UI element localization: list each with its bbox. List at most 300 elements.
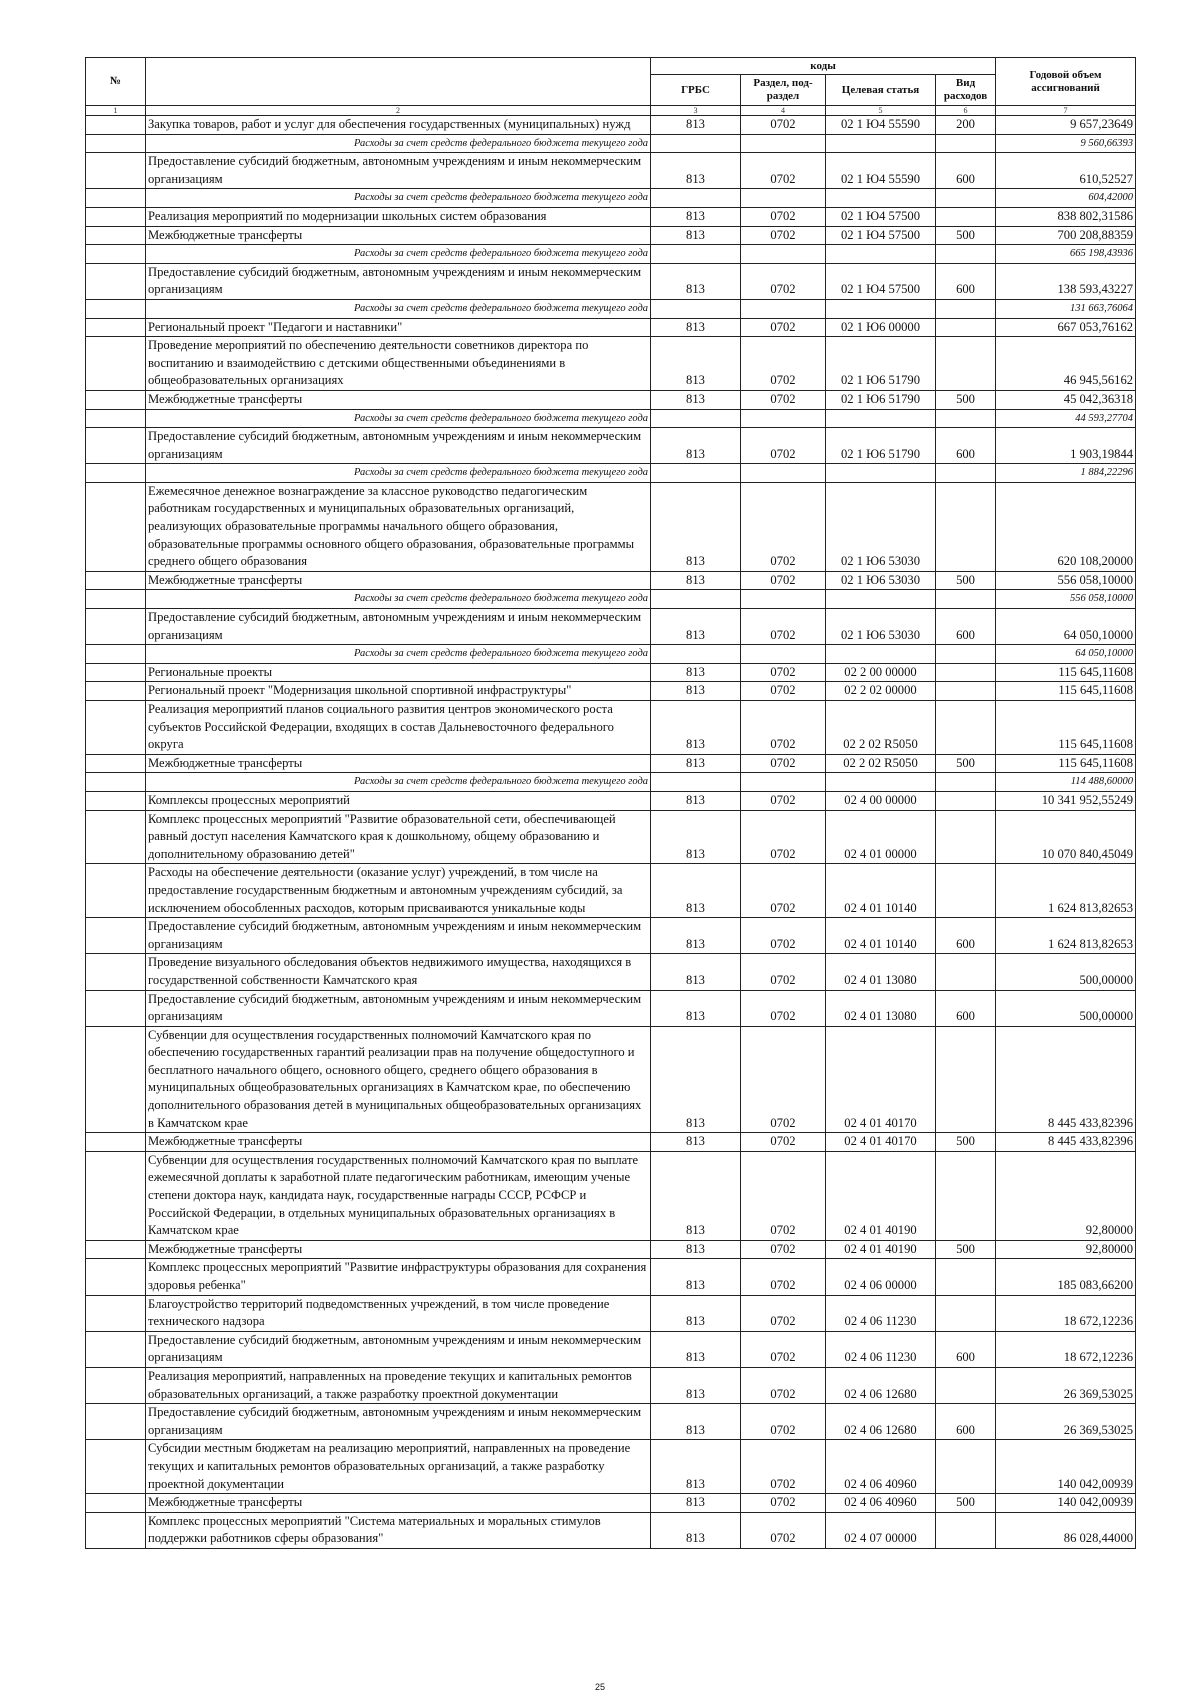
table-row xyxy=(86,390,1136,409)
expense-type-code xyxy=(936,1259,996,1295)
grbs-code: 813 xyxy=(651,207,741,226)
item-name: Проведение мероприятий по обеспечению деятельности советников директора по воспитанию и взаимодействию с детскими общественными объединениями в общеобразовательных организациях xyxy=(146,337,651,391)
grbs-code xyxy=(651,773,741,792)
target-article-code: 02 4 01 13080 xyxy=(826,990,936,1026)
federal-budget-row xyxy=(86,464,1136,483)
annual-amount: 700 208,88359 xyxy=(996,226,1136,245)
target-article-code xyxy=(826,189,936,208)
grbs-code: 813 xyxy=(651,1367,741,1403)
expense-type-code: 600 xyxy=(936,153,996,189)
table-row xyxy=(86,1295,1136,1331)
table-row xyxy=(86,1512,1136,1548)
item-name: Расходы за счет средств федерального бюджета текущего года xyxy=(146,773,651,792)
expense-type-code xyxy=(936,1026,996,1133)
section-code xyxy=(741,773,826,792)
row-number-cell xyxy=(86,1367,146,1403)
item-name: Закупка товаров, работ и услуг для обеспечения государственных (муниципальных) нужд xyxy=(146,116,651,135)
item-name: Субвенции для осуществления государственных полномочий Камчатского края по обеспечению государственных гарантий реализации прав на получение общедоступного и бесплатного начального общего, основного общего, среднего общего образования в муниципальных общеобразовательных организациях в Камчатском крае, по обеспечению дополнительного образования детей в муниципальных общеобразовательных организациях в Камчатском крае xyxy=(146,1026,651,1133)
table-row xyxy=(86,954,1136,990)
annual-amount: 64 050,10000 xyxy=(996,645,1136,664)
section-code xyxy=(741,299,826,318)
annual-amount: 1 884,22296 xyxy=(996,464,1136,483)
annual-amount: 9 657,23649 xyxy=(996,116,1136,135)
row-number-cell xyxy=(86,263,146,299)
row-number-cell xyxy=(86,153,146,189)
target-article-code: 02 1 Ю4 55590 xyxy=(826,153,936,189)
row-number-cell xyxy=(86,116,146,135)
target-article-code: 02 4 06 12680 xyxy=(826,1404,936,1440)
grbs-code: 813 xyxy=(651,1240,741,1259)
section-code: 0702 xyxy=(741,482,826,571)
expense-type-code xyxy=(936,1512,996,1548)
table-row xyxy=(86,1367,1136,1403)
item-name: Межбюджетные трансферты xyxy=(146,1133,651,1152)
table-row xyxy=(86,682,1136,701)
target-article-code: 02 4 01 40170 xyxy=(826,1026,936,1133)
item-name: Комплекс процессных мероприятий "Система материальных и моральных стимулов поддержки работников сферы образования" xyxy=(146,1512,651,1548)
row-number-cell xyxy=(86,682,146,701)
annual-amount: 8 445 433,82396 xyxy=(996,1026,1136,1133)
section-code: 0702 xyxy=(741,663,826,682)
annual-amount: 114 488,60000 xyxy=(996,773,1136,792)
section-code xyxy=(741,409,826,428)
annual-amount: 1 903,19844 xyxy=(996,428,1136,464)
grbs-code: 813 xyxy=(651,954,741,990)
target-article-code: 02 4 01 00000 xyxy=(826,810,936,864)
section-code: 0702 xyxy=(741,153,826,189)
annual-amount: 115 645,11608 xyxy=(996,682,1136,701)
row-number-cell xyxy=(86,918,146,954)
table-row xyxy=(86,337,1136,391)
expense-type-code xyxy=(936,318,996,337)
target-article-code: 02 2 00 00000 xyxy=(826,663,936,682)
expense-type-code xyxy=(936,1367,996,1403)
table-row xyxy=(86,318,1136,337)
item-name: Комплекс процессных мероприятий "Развитие образовательной сети, обеспечивающей равный доступ населения Камчатского края к дошкольному, общему образованию и дополнительному образованию детей" xyxy=(146,810,651,864)
table-row xyxy=(86,1259,1136,1295)
target-article-code: 02 1 Ю6 51790 xyxy=(826,428,936,464)
annual-amount: 500,00000 xyxy=(996,954,1136,990)
expense-type-code xyxy=(936,134,996,153)
row-number-cell xyxy=(86,1240,146,1259)
expense-type-code xyxy=(936,1440,996,1494)
row-number-cell xyxy=(86,337,146,391)
target-article-code: 02 1 Ю6 00000 xyxy=(826,318,936,337)
expense-type-code: 500 xyxy=(936,226,996,245)
annual-amount: 556 058,10000 xyxy=(996,571,1136,590)
item-name: Региональные проекты xyxy=(146,663,651,682)
header-codes: коды xyxy=(651,58,996,75)
item-name: Межбюджетные трансферты xyxy=(146,571,651,590)
target-article-code: 02 4 01 40190 xyxy=(826,1240,936,1259)
table-row xyxy=(86,918,1136,954)
grbs-code: 813 xyxy=(651,1295,741,1331)
annual-amount: 667 053,76162 xyxy=(996,318,1136,337)
section-code: 0702 xyxy=(741,1295,826,1331)
item-name: Предоставление субсидий бюджетным, автономным учреждениям и иным некоммерческим организациям xyxy=(146,153,651,189)
grbs-code xyxy=(651,189,741,208)
federal-budget-row xyxy=(86,409,1136,428)
annual-amount: 92,80000 xyxy=(996,1240,1136,1259)
target-article-code: 02 4 06 40960 xyxy=(826,1440,936,1494)
target-article-code: 02 1 Ю4 57500 xyxy=(826,263,936,299)
section-code xyxy=(741,189,826,208)
column-number-row xyxy=(86,106,1136,116)
row-number-cell xyxy=(86,390,146,409)
annual-amount: 556 058,10000 xyxy=(996,590,1136,609)
column-number: 7 xyxy=(996,106,1136,116)
target-article-code xyxy=(826,134,936,153)
item-name: Предоставление субсидий бюджетным, автономным учреждениям и иным некоммерческим организациям xyxy=(146,1404,651,1440)
row-number-cell xyxy=(86,1331,146,1367)
annual-amount: 1 624 813,82653 xyxy=(996,864,1136,918)
section-code xyxy=(741,645,826,664)
expense-type-code xyxy=(936,464,996,483)
header-number: № xyxy=(86,58,146,106)
target-article-code: 02 1 Ю6 53030 xyxy=(826,571,936,590)
annual-amount: 86 028,44000 xyxy=(996,1512,1136,1548)
grbs-code xyxy=(651,590,741,609)
table-body xyxy=(86,116,1136,1549)
row-number-cell xyxy=(86,791,146,810)
item-name: Предоставление субсидий бюджетным, автономным учреждениям и иным некоммерческим организациям xyxy=(146,609,651,645)
grbs-code: 813 xyxy=(651,263,741,299)
row-number-cell xyxy=(86,701,146,755)
target-article-code: 02 1 Ю4 57500 xyxy=(826,226,936,245)
section-code: 0702 xyxy=(741,1367,826,1403)
grbs-code: 813 xyxy=(651,390,741,409)
annual-amount: 8 445 433,82396 xyxy=(996,1133,1136,1152)
row-number-cell xyxy=(86,954,146,990)
expense-type-code: 600 xyxy=(936,1404,996,1440)
row-number-cell xyxy=(86,428,146,464)
section-code: 0702 xyxy=(741,1404,826,1440)
item-name: Предоставление субсидий бюджетным, автономным учреждениям и иным некоммерческим организациям xyxy=(146,263,651,299)
target-article-code: 02 4 00 00000 xyxy=(826,791,936,810)
row-number-cell xyxy=(86,773,146,792)
grbs-code xyxy=(651,134,741,153)
expense-type-code xyxy=(936,773,996,792)
expense-type-code xyxy=(936,299,996,318)
expense-type-code: 500 xyxy=(936,390,996,409)
target-article-code: 02 4 06 11230 xyxy=(826,1331,936,1367)
expense-type-code xyxy=(936,1151,996,1240)
target-article-code: 02 4 01 13080 xyxy=(826,954,936,990)
grbs-code: 813 xyxy=(651,791,741,810)
expense-type-code: 500 xyxy=(936,1240,996,1259)
table-row xyxy=(86,791,1136,810)
grbs-code xyxy=(651,409,741,428)
section-code: 0702 xyxy=(741,810,826,864)
row-number-cell xyxy=(86,299,146,318)
expense-type-code xyxy=(936,207,996,226)
expense-type-code xyxy=(936,590,996,609)
section-code: 0702 xyxy=(741,1026,826,1133)
table-row xyxy=(86,482,1136,571)
grbs-code: 813 xyxy=(651,609,741,645)
table-row xyxy=(86,428,1136,464)
table-row xyxy=(86,153,1136,189)
section-code: 0702 xyxy=(741,571,826,590)
grbs-code: 813 xyxy=(651,428,741,464)
target-article-code: 02 4 06 40960 xyxy=(826,1494,936,1513)
column-number: 6 xyxy=(936,106,996,116)
header-expense-type: Вид расходов xyxy=(936,75,996,106)
row-number-cell xyxy=(86,663,146,682)
section-code: 0702 xyxy=(741,263,826,299)
annual-amount: 10 070 840,45049 xyxy=(996,810,1136,864)
section-code: 0702 xyxy=(741,990,826,1026)
row-number-cell xyxy=(86,134,146,153)
section-code: 0702 xyxy=(741,337,826,391)
target-article-code: 02 1 Ю6 53030 xyxy=(826,609,936,645)
annual-amount: 1 624 813,82653 xyxy=(996,918,1136,954)
target-article-code xyxy=(826,245,936,264)
federal-budget-row xyxy=(86,134,1136,153)
expense-type-code: 500 xyxy=(936,1133,996,1152)
row-number-cell xyxy=(86,226,146,245)
expense-type-code xyxy=(936,337,996,391)
item-name: Расходы за счет средств федерального бюджета текущего года xyxy=(146,590,651,609)
grbs-code: 813 xyxy=(651,1026,741,1133)
grbs-code: 813 xyxy=(651,116,741,135)
item-name: Межбюджетные трансферты xyxy=(146,754,651,773)
item-name: Расходы за счет средств федерального бюджета текущего года xyxy=(146,245,651,264)
row-number-cell xyxy=(86,1133,146,1152)
annual-amount: 665 198,43936 xyxy=(996,245,1136,264)
section-code: 0702 xyxy=(741,428,826,464)
row-number-cell xyxy=(86,464,146,483)
row-number-cell xyxy=(86,645,146,664)
page-number: 25 xyxy=(594,1682,605,1692)
grbs-code: 813 xyxy=(651,1259,741,1295)
header-target-article: Целевая статья xyxy=(826,75,936,106)
expense-type-code xyxy=(936,482,996,571)
row-number-cell xyxy=(86,609,146,645)
section-code: 0702 xyxy=(741,390,826,409)
table-row xyxy=(86,1240,1136,1259)
annual-amount: 604,42000 xyxy=(996,189,1136,208)
item-name: Благоустройство территорий подведомственных учреждений, в том числе проведение технического надзора xyxy=(146,1295,651,1331)
item-name: Расходы за счет средств федерального бюджета текущего года xyxy=(146,134,651,153)
annual-amount: 18 672,12236 xyxy=(996,1331,1136,1367)
annual-amount: 46 945,56162 xyxy=(996,337,1136,391)
header-annual-volume: Годовой объем ассигнований xyxy=(996,58,1136,106)
grbs-code: 813 xyxy=(651,318,741,337)
item-name: Межбюджетные трансферты xyxy=(146,1494,651,1513)
section-code: 0702 xyxy=(741,682,826,701)
annual-amount: 115 645,11608 xyxy=(996,701,1136,755)
section-code: 0702 xyxy=(741,1331,826,1367)
row-number-cell xyxy=(86,1295,146,1331)
federal-budget-row xyxy=(86,645,1136,664)
table-row xyxy=(86,754,1136,773)
table-row xyxy=(86,663,1136,682)
target-article-code: 02 1 Ю6 53030 xyxy=(826,482,936,571)
annual-amount: 140 042,00939 xyxy=(996,1494,1136,1513)
section-code: 0702 xyxy=(741,226,826,245)
section-code: 0702 xyxy=(741,954,826,990)
section-code: 0702 xyxy=(741,1259,826,1295)
target-article-code: 02 4 01 10140 xyxy=(826,918,936,954)
item-name: Межбюджетные трансферты xyxy=(146,390,651,409)
grbs-code: 813 xyxy=(651,153,741,189)
grbs-code: 813 xyxy=(651,1494,741,1513)
target-article-code: 02 4 01 40170 xyxy=(826,1133,936,1152)
annual-amount: 10 341 952,55249 xyxy=(996,791,1136,810)
grbs-code: 813 xyxy=(651,482,741,571)
grbs-code: 813 xyxy=(651,864,741,918)
target-article-code: 02 1 Ю4 57500 xyxy=(826,207,936,226)
row-number-cell xyxy=(86,245,146,264)
federal-budget-row xyxy=(86,189,1136,208)
target-article-code: 02 1 Ю4 55590 xyxy=(826,116,936,135)
grbs-code: 813 xyxy=(651,682,741,701)
item-name: Реализация мероприятий, направленных на проведение текущих и капитальных ремонтов образовательных организаций, а также разработку проектной документации xyxy=(146,1367,651,1403)
expense-type-code xyxy=(936,189,996,208)
item-name: Предоставление субсидий бюджетным, автономным учреждениям и иным некоммерческим организациям xyxy=(146,1331,651,1367)
item-name: Ежемесячное денежное вознаграждение за классное руководство педагогическим работникам государственных и муниципальных образовательных организаций, реализующих образовательные программы начального общего образования, образовательные программы основного общего образования, образовательные программы среднего общего образования xyxy=(146,482,651,571)
item-name: Проведение визуального обследования объектов недвижимого имущества, находящихся в государственной собственности Камчатского края xyxy=(146,954,651,990)
column-number: 2 xyxy=(146,106,651,116)
item-name: Субсидии местным бюджетам на реализацию мероприятий, направленных на проведение текущих и капитальных ремонтов образовательных организаций, а также разработку проектной документации xyxy=(146,1440,651,1494)
annual-amount: 131 663,76064 xyxy=(996,299,1136,318)
annual-amount: 115 645,11608 xyxy=(996,663,1136,682)
annual-amount: 26 369,53025 xyxy=(996,1404,1136,1440)
row-number-cell xyxy=(86,318,146,337)
section-code: 0702 xyxy=(741,1512,826,1548)
target-article-code: 02 1 Ю6 51790 xyxy=(826,337,936,391)
item-name: Межбюджетные трансферты xyxy=(146,226,651,245)
grbs-code: 813 xyxy=(651,1331,741,1367)
expense-type-code: 600 xyxy=(936,1331,996,1367)
grbs-code: 813 xyxy=(651,1512,741,1548)
item-name: Комплексы процессных мероприятий xyxy=(146,791,651,810)
expense-type-code xyxy=(936,810,996,864)
item-name: Расходы за счет средств федерального бюджета текущего года xyxy=(146,409,651,428)
header-name xyxy=(146,58,651,106)
item-name: Региональный проект "Педагоги и наставники" xyxy=(146,318,651,337)
table-row xyxy=(86,226,1136,245)
expense-type-code xyxy=(936,1295,996,1331)
table-row xyxy=(86,263,1136,299)
row-number-cell xyxy=(86,571,146,590)
row-number-cell xyxy=(86,990,146,1026)
table-row xyxy=(86,1133,1136,1152)
table-row xyxy=(86,701,1136,755)
row-number-cell xyxy=(86,1259,146,1295)
row-number-cell xyxy=(86,482,146,571)
expense-type-code xyxy=(936,645,996,664)
row-number-cell xyxy=(86,1512,146,1548)
expense-type-code xyxy=(936,954,996,990)
federal-budget-row xyxy=(86,245,1136,264)
federal-budget-row xyxy=(86,590,1136,609)
column-number: 4 xyxy=(741,106,826,116)
header-grbs: ГРБС xyxy=(651,75,741,106)
table-row xyxy=(86,116,1136,135)
section-code xyxy=(741,134,826,153)
expense-type-code xyxy=(936,409,996,428)
target-article-code xyxy=(826,590,936,609)
item-name: Региональный проект "Модернизация школьной спортивной инфраструктуры" xyxy=(146,682,651,701)
section-code: 0702 xyxy=(741,918,826,954)
expense-type-code: 500 xyxy=(936,754,996,773)
section-code: 0702 xyxy=(741,1133,826,1152)
item-name: Реализация мероприятий планов социального развития центров экономического роста субъектов Российской Федерации, входящих в состав Дальневосточного федерального округа xyxy=(146,701,651,755)
federal-budget-row xyxy=(86,773,1136,792)
grbs-code: 813 xyxy=(651,701,741,755)
section-code: 0702 xyxy=(741,1494,826,1513)
item-name: Предоставление субсидий бюджетным, автономным учреждениям и иным некоммерческим организациям xyxy=(146,918,651,954)
expense-type-code xyxy=(936,245,996,264)
row-number-cell xyxy=(86,1404,146,1440)
expense-type-code: 200 xyxy=(936,116,996,135)
annual-amount: 18 672,12236 xyxy=(996,1295,1136,1331)
federal-budget-row xyxy=(86,299,1136,318)
target-article-code: 02 2 02 R5050 xyxy=(826,754,936,773)
table-row xyxy=(86,207,1136,226)
section-code: 0702 xyxy=(741,207,826,226)
item-name: Реализация мероприятий по модернизации школьных систем образования xyxy=(146,207,651,226)
grbs-code: 813 xyxy=(651,337,741,391)
budget-table xyxy=(85,57,1136,1549)
annual-amount: 115 645,11608 xyxy=(996,754,1136,773)
target-article-code xyxy=(826,645,936,664)
section-code: 0702 xyxy=(741,1240,826,1259)
item-name: Расходы за счет средств федерального бюджета текущего года xyxy=(146,189,651,208)
target-article-code: 02 2 02 R5050 xyxy=(826,701,936,755)
expense-type-code: 600 xyxy=(936,918,996,954)
table-row xyxy=(86,1331,1136,1367)
grbs-code: 813 xyxy=(651,226,741,245)
item-name: Предоставление субсидий бюджетным, автономным учреждениям и иным некоммерческим организациям xyxy=(146,990,651,1026)
expense-type-code: 500 xyxy=(936,571,996,590)
annual-amount: 140 042,00939 xyxy=(996,1440,1136,1494)
item-name: Расходы за счет средств федерального бюджета текущего года xyxy=(146,645,651,664)
annual-amount: 92,80000 xyxy=(996,1151,1136,1240)
grbs-code xyxy=(651,299,741,318)
target-article-code xyxy=(826,409,936,428)
grbs-code: 813 xyxy=(651,754,741,773)
annual-amount: 26 369,53025 xyxy=(996,1367,1136,1403)
section-code xyxy=(741,245,826,264)
section-code: 0702 xyxy=(741,609,826,645)
table-row xyxy=(86,1440,1136,1494)
section-code: 0702 xyxy=(741,864,826,918)
item-name: Межбюджетные трансферты xyxy=(146,1240,651,1259)
target-article-code: 02 2 02 00000 xyxy=(826,682,936,701)
annual-amount: 838 802,31586 xyxy=(996,207,1136,226)
annual-amount: 9 560,66393 xyxy=(996,134,1136,153)
grbs-code: 813 xyxy=(651,810,741,864)
expense-type-code xyxy=(936,663,996,682)
target-article-code: 02 4 01 10140 xyxy=(826,864,936,918)
section-code: 0702 xyxy=(741,791,826,810)
expense-type-code xyxy=(936,864,996,918)
annual-amount: 64 050,10000 xyxy=(996,609,1136,645)
item-name: Расходы за счет средств федерального бюджета текущего года xyxy=(146,464,651,483)
section-code: 0702 xyxy=(741,1440,826,1494)
column-number: 5 xyxy=(826,106,936,116)
grbs-code xyxy=(651,464,741,483)
grbs-code: 813 xyxy=(651,1404,741,1440)
table-row xyxy=(86,1151,1136,1240)
row-number-cell xyxy=(86,189,146,208)
table-row xyxy=(86,1404,1136,1440)
section-code: 0702 xyxy=(741,701,826,755)
annual-amount: 45 042,36318 xyxy=(996,390,1136,409)
